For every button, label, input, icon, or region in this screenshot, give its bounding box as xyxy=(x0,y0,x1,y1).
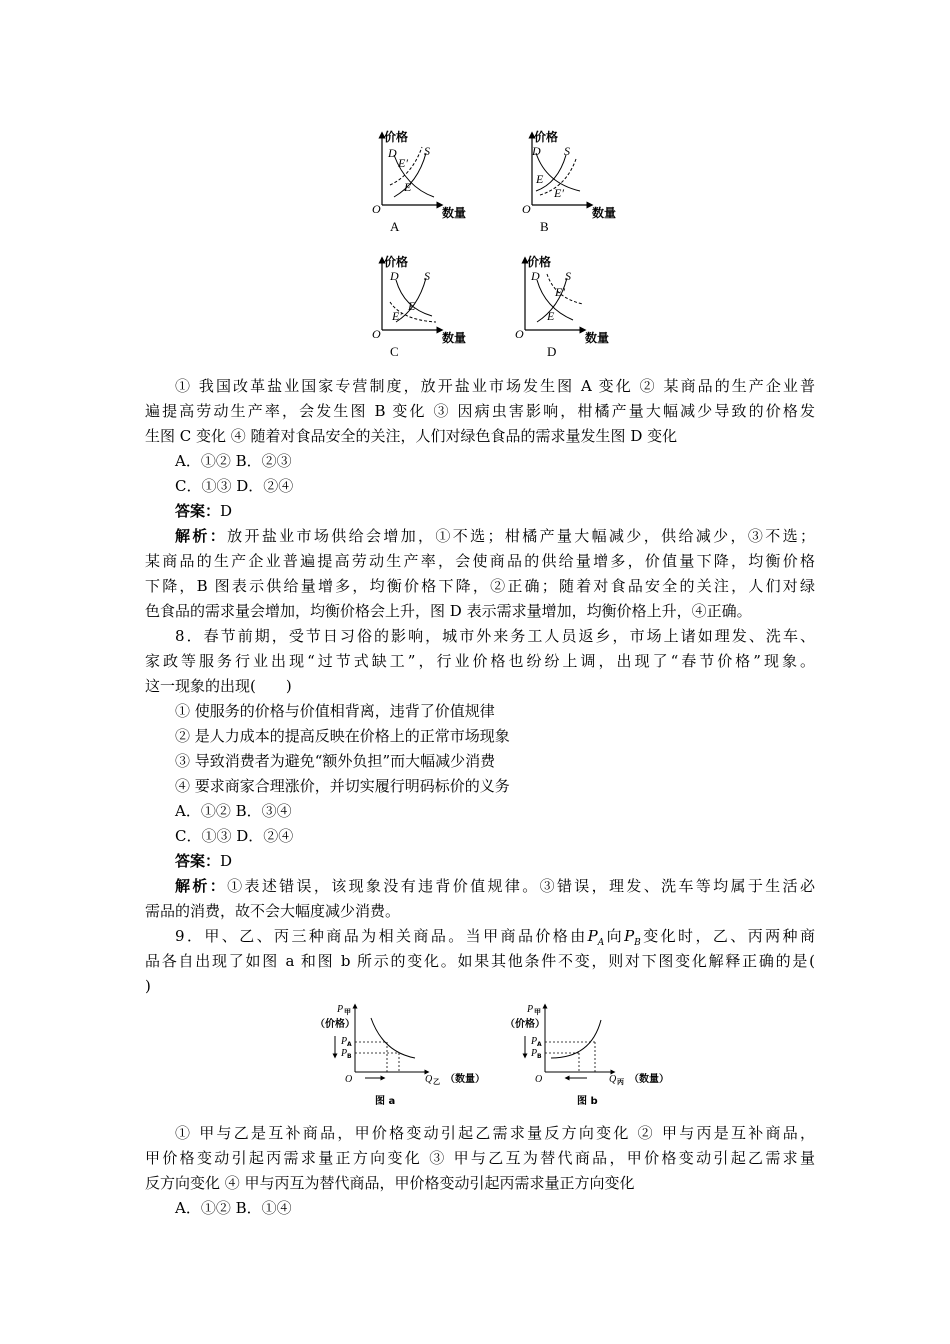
pa-subscript: A xyxy=(347,1041,352,1048)
demand-label: D xyxy=(531,269,540,283)
q9-question-line: ) xyxy=(145,977,151,995)
q8-statement: ④ 要求商家合理涨价，并切实履行明码标价的义务 xyxy=(175,777,510,795)
panel-b xyxy=(522,129,616,234)
equilibrium-label: E xyxy=(536,172,544,186)
q9-text: 变化时，乙、丙两种商 xyxy=(640,927,815,945)
equilibrium-label: E xyxy=(547,309,555,323)
pa-subscript: A xyxy=(537,1041,542,1048)
x-axis-label: 数量 xyxy=(585,331,610,345)
equilibrium-new-label: E′ xyxy=(554,186,564,200)
fig2-svg xyxy=(305,1000,695,1115)
q8-statement: ③ 导致消费者为避免“额外负担”而大幅减少消费 xyxy=(175,752,496,770)
q9-option-line: A．①② B．①④ xyxy=(175,1199,292,1217)
demand-label: D xyxy=(532,144,541,158)
q7-statement-line: 遍提高劳动生产率，会发生图 B 变化 ③ 因病虫害影响，柑橘产量大幅减少导致的价格发 xyxy=(145,402,815,420)
supply-label: S xyxy=(424,144,430,158)
quantity-label: （数量） xyxy=(445,1074,485,1085)
y-axis-label: 价格 xyxy=(527,255,552,269)
origin-label: O xyxy=(522,202,531,216)
q7-analysis-line: 某商品的生产企业普遍提高劳动生产率，会使商品的供给量增多，价值量下降，均衡价格 xyxy=(145,552,815,570)
q9-statement-line: ① 甲与乙是互补商品，甲价格变动引起乙需求量反方向变化 ② 甲与丙是互补商品， xyxy=(175,1124,815,1142)
panel-caption: D xyxy=(547,344,557,359)
q9-statement-line: 甲价格变动引起丙需求量正方向变化 ③ 甲与乙互为替代商品，甲价格变动引起乙需求量 xyxy=(145,1149,815,1167)
q8-analysis-line: 需品的消费，故不会大幅度减少消费。 xyxy=(145,902,401,920)
qa-subscript: 乙 xyxy=(433,1078,440,1086)
graph-b xyxy=(505,1004,669,1107)
q7-answer xyxy=(175,499,845,524)
origin-label: O xyxy=(372,202,381,216)
analysis-label: 解析： xyxy=(175,877,228,895)
caption-a: 图 a xyxy=(375,1096,396,1107)
q9-text: 向 xyxy=(604,927,625,945)
y-axis-label: 价格 xyxy=(384,255,409,269)
price-a-symbol: P xyxy=(587,927,598,945)
x-axis-label: 数量 xyxy=(442,206,467,220)
answer-value: D xyxy=(220,502,233,520)
panel-caption: B xyxy=(540,219,549,234)
q7-analysis-line: 下降，B 图表示供给量增多，均衡价格下降，②正确；随着对食品安全的关注，人们对绿 xyxy=(145,577,815,595)
equilibrium-label: E xyxy=(408,299,416,313)
equilibrium-new-label: E′ xyxy=(555,285,565,299)
origin-label: O xyxy=(535,1074,543,1085)
price-b xyxy=(624,927,641,948)
caption-b: 图 b xyxy=(577,1096,598,1107)
pb-subscript: B xyxy=(537,1053,542,1060)
pa-symbol: P xyxy=(531,1036,538,1047)
supply-label: S xyxy=(424,269,430,283)
q7-statement-line: ① 我国改革盐业国家专营制度，放开盐业市场发生图 A 变化 ② 某商品的生产企业普 xyxy=(175,377,815,395)
price-axis-symbol: P xyxy=(527,1004,534,1015)
q8-question-line: 8．春节前期，受节日习俗的影响，城市外来务工人员返乡，市场上诸如理发、洗车、 xyxy=(175,627,815,645)
graph-a xyxy=(315,1004,485,1107)
pb-symbol: P xyxy=(531,1048,538,1059)
q8-analysis xyxy=(175,874,815,899)
q8-question-line: 这一现象的出现( ) xyxy=(145,677,292,695)
q7-analysis xyxy=(175,524,815,549)
supply-demand-figure xyxy=(360,125,630,365)
supply-demand-svg xyxy=(360,125,630,365)
q8-statement: ② 是人力成本的提高反映在价格上的正常市场现象 xyxy=(175,727,510,745)
supply-label: S xyxy=(564,144,570,158)
quantity-label: （数量） xyxy=(629,1074,669,1085)
q9-statement-line: 反方向变化 ④ 甲与丙互为替代商品，甲价格变动引起丙需求量正方向变化 xyxy=(145,1174,635,1192)
origin-label: O xyxy=(345,1074,353,1085)
analysis-text: 放开盐业市场供给会增加，①不选；柑橘产量大幅减少，供给减少，③不选； xyxy=(227,527,815,545)
q8-option-line: C．①③ D．②④ xyxy=(175,827,294,845)
y-axis-label: 价格 xyxy=(384,130,409,144)
price-label: （价格） xyxy=(315,1019,355,1030)
q8-statement: ① 使服务的价格与价值相背离，违背了价值规律 xyxy=(175,702,495,720)
q7-analysis-line: 色食品的需求量会增加，均衡价格会上升，图 D 表示需求量增加，均衡价格上升，④正确。 xyxy=(145,602,752,620)
analysis-text: ①表述错误，该现象没有违背价值规律。③错误，理发、洗车等均属于生活必 xyxy=(227,877,815,895)
panel-a xyxy=(372,129,466,234)
price-b-subscript: B xyxy=(634,938,641,948)
q8-question-line: 家政等服务行业出现“过节式缺工”，行业价格也纷纷上调，出现了“春节价格”现象。 xyxy=(145,652,815,670)
q7-statement-line: 生图 C 变化 ④ 随着对食品安全的关注，人们对绿色食品的需求量发生图 D 变化 xyxy=(145,427,678,445)
q7-option-line: C．①③ D．②④ xyxy=(175,477,294,495)
q9-text: 9．甲、乙、丙三种商品为相关商品。当甲商品价格由 xyxy=(175,927,588,945)
origin-label: O xyxy=(372,327,381,341)
price-axis-subscript: 甲 xyxy=(344,1008,351,1016)
answer-label: 答案： xyxy=(175,502,221,520)
demand-label: D xyxy=(390,269,399,283)
q9-question-line: 品各自出现了如图 a 和图 b 所示的变化。如果其他条件不变，则对下图变化解释正确的是( xyxy=(145,952,815,970)
origin-label: O xyxy=(515,327,524,341)
q8-answer xyxy=(175,849,845,874)
panel-caption: A xyxy=(390,219,400,234)
supply-label: S xyxy=(565,269,571,283)
price-axis-subscript: 甲 xyxy=(534,1008,541,1016)
price-label: （价格） xyxy=(505,1019,545,1030)
y-axis-label: 价格 xyxy=(534,130,559,144)
pa-symbol: P xyxy=(341,1036,348,1047)
price-a xyxy=(587,927,605,948)
equilibrium-label: E xyxy=(404,180,412,194)
q8-option-line: A．①② B．③④ xyxy=(175,802,292,820)
price-axis-symbol: P xyxy=(337,1004,344,1015)
demand-label: D xyxy=(388,146,397,160)
complement-substitute-figure xyxy=(305,1000,695,1115)
answer-label: 答案： xyxy=(175,852,221,870)
qb-subscript: 丙 xyxy=(617,1078,624,1086)
panel-c xyxy=(372,254,466,359)
panel-caption: C xyxy=(390,344,399,359)
equilibrium-new-label: E′ xyxy=(398,156,408,170)
panel-d xyxy=(515,254,609,359)
pb-subscript: B xyxy=(347,1053,352,1060)
analysis-label: 解析： xyxy=(175,527,228,545)
price-b-symbol: P xyxy=(624,927,635,945)
equilibrium-new-label: E′ xyxy=(392,309,402,323)
answer-value: D xyxy=(220,852,233,870)
qa-symbol: Q xyxy=(425,1074,433,1085)
x-axis-label: 数量 xyxy=(592,206,617,220)
x-axis-label: 数量 xyxy=(442,331,467,345)
qb-symbol: Q xyxy=(609,1074,617,1085)
q7-option-line: A．①② B．②③ xyxy=(175,452,292,470)
price-a-subscript: A xyxy=(597,938,605,948)
pb-symbol: P xyxy=(341,1048,348,1059)
